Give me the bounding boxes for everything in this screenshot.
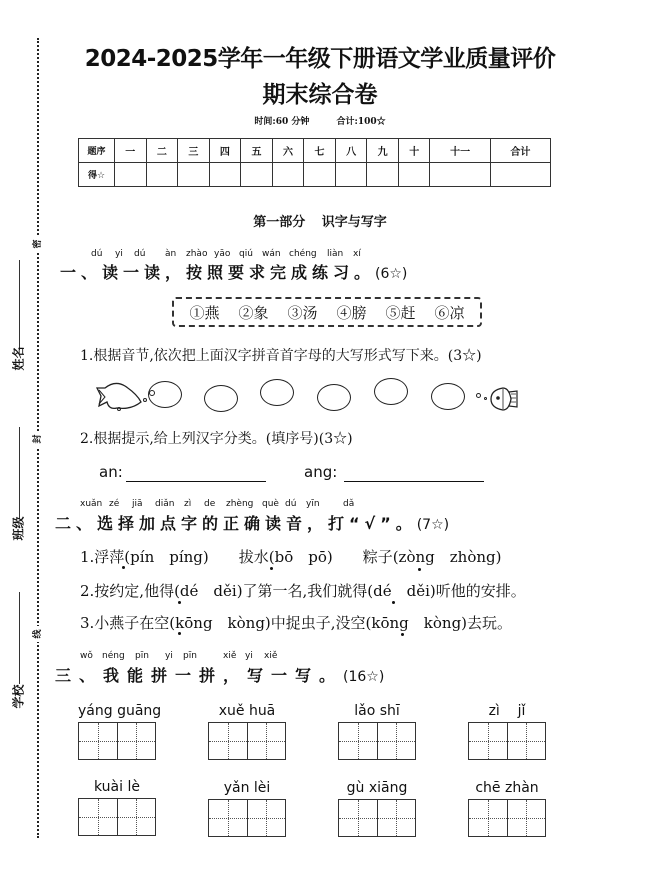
writing-grid[interactable]: [78, 722, 156, 760]
pinyin: qiú: [239, 249, 253, 259]
part-title: 第一部分 识字与写字: [253, 215, 387, 230]
col-5: 五: [241, 139, 273, 163]
seal-char-xian: 线: [31, 626, 45, 642]
bubble-icon: [476, 393, 481, 398]
col-10: 十: [398, 139, 430, 163]
score-cell-10[interactable]: [398, 163, 430, 187]
q2-heading: [55, 511, 449, 534]
bubble-icon: [143, 398, 147, 402]
score-cell-4[interactable]: [209, 163, 241, 187]
score-cell-9[interactable]: [367, 163, 399, 187]
pinyin: néng: [102, 651, 125, 661]
q2-item-2: 2.按约定,他得(dé děi)了第一名,我们就得(dé děi)听他的安排。: [80, 582, 526, 600]
pinyin: xí: [353, 249, 361, 259]
q1-heading-text: 一、读一读，按照要求完成练习。: [60, 263, 376, 282]
score-cell-11[interactable]: [430, 163, 490, 187]
char-5: ⑤赶: [385, 303, 416, 322]
col-total: 合计: [490, 139, 550, 163]
char-2: ②象: [238, 303, 269, 322]
score-cell-1[interactable]: [115, 163, 147, 187]
tianzige-cell[interactable]: [209, 800, 247, 836]
row-label-question-number: 题序: [79, 139, 115, 163]
writing-grid[interactable]: [468, 722, 546, 760]
answer-oval-5[interactable]: [374, 378, 408, 405]
char-4: ④膀: [336, 303, 367, 322]
writing-group-4: [468, 703, 546, 760]
pinyin: chéng: [289, 249, 317, 259]
emphasis-dot: [178, 601, 181, 604]
pinyin: dǎ: [343, 499, 355, 509]
pinyin: xiě: [264, 651, 278, 661]
score-table: [78, 138, 551, 187]
pinyin: xiě: [223, 651, 237, 661]
word-pinyin: kuài lè: [94, 779, 140, 795]
tianzige-cell[interactable]: [247, 800, 286, 836]
pinyin: diǎn: [155, 499, 175, 509]
pinyin: de: [204, 499, 216, 509]
character-box: [172, 297, 482, 327]
tianzige-cell[interactable]: [79, 799, 117, 835]
q1-sub2: 2.根据提示,给上列汉字分类。(填序号)(3☆): [80, 431, 353, 447]
writing-group-5: [78, 779, 156, 836]
word-pinyin: yǎn lèi: [223, 780, 271, 796]
char-3: ③汤: [287, 303, 318, 322]
tianzige-cell[interactable]: [247, 723, 286, 759]
answer-oval-6[interactable]: [431, 383, 465, 410]
class-blank-line[interactable]: [19, 427, 20, 519]
answer-oval-1[interactable]: [148, 381, 182, 408]
char-6: ⑥凉: [434, 303, 465, 322]
pinyin: pīn: [135, 651, 149, 661]
q2-item-3: 3.小燕子在空(kōng kòng)中捉虫子,没空(kōng kòng)去玩。: [80, 614, 513, 632]
tianzige-cell[interactable]: [507, 800, 546, 836]
exam-subtitle: 期末综合卷: [262, 82, 378, 108]
pinyin: yi: [115, 249, 123, 259]
pinyin: pīn: [183, 651, 197, 661]
ang-label: ang:: [304, 463, 338, 481]
fish-right-icon: [489, 386, 519, 412]
score-cell-total[interactable]: [490, 163, 550, 187]
writing-grid[interactable]: [338, 799, 416, 837]
writing-group-2: [208, 703, 286, 760]
emphasis-dot: [418, 568, 421, 571]
emphasis-dot: [270, 567, 273, 570]
pinyin: jiā: [132, 499, 143, 509]
score-cell-6[interactable]: [272, 163, 304, 187]
tianzige-cell[interactable]: [377, 800, 416, 836]
pinyin: zì: [184, 499, 192, 509]
q3-heading-text: 三、我能拼一拼，写一写。: [55, 666, 344, 685]
pinyin: yi: [165, 651, 173, 661]
word-pinyin: yáng guāng: [78, 703, 162, 719]
pinyin: yi: [245, 651, 253, 661]
ang-answer-line[interactable]: [344, 470, 484, 482]
writing-group-1: [78, 703, 162, 760]
score-table-header-row: [79, 139, 551, 163]
pinyin: zé: [109, 499, 120, 509]
col-4: 四: [209, 139, 241, 163]
writing-grid[interactable]: [208, 799, 286, 837]
emphasis-dot: [392, 601, 395, 604]
exam-meta: [60, 114, 580, 127]
score-table-score-row: [79, 163, 551, 187]
pinyin: zhào: [186, 249, 208, 259]
tianzige-cell[interactable]: [79, 723, 117, 759]
writing-group-8: [468, 780, 546, 837]
pinyin: yīn: [306, 499, 320, 509]
score-cell-3[interactable]: [178, 163, 210, 187]
writing-grid[interactable]: [208, 722, 286, 760]
q3-heading: [55, 663, 384, 686]
word-pinyin: xuě huā: [218, 703, 276, 719]
col-3: 三: [178, 139, 210, 163]
pinyin: wǒ: [80, 651, 93, 661]
col-9: 九: [367, 139, 399, 163]
writing-grid[interactable]: [78, 798, 156, 836]
q2-heading-text: 二、选择加点字的正确读音，打“√”。: [55, 514, 417, 533]
writing-group-3: [338, 703, 416, 760]
tianzige-cell[interactable]: [469, 723, 507, 759]
pinyin: zhèng: [226, 499, 254, 509]
q3-points: (16☆): [343, 669, 385, 685]
answer-oval-2[interactable]: [204, 385, 238, 412]
score-cell-5[interactable]: [241, 163, 273, 187]
tianzige-cell[interactable]: [117, 799, 156, 835]
pinyin: liàn: [327, 249, 344, 259]
school-blank-line[interactable]: [19, 592, 20, 684]
pinyin: dú: [91, 249, 103, 259]
word-pinyin: lǎo shī: [354, 703, 400, 719]
tianzige-cell[interactable]: [117, 723, 156, 759]
col-7: 七: [304, 139, 336, 163]
q2-item-1: 1.浮萍(pín píng) 拔水(bō pō) 粽子(zòng zhòng): [80, 548, 502, 566]
col-1: 一: [115, 139, 147, 163]
tianzige-cell[interactable]: [507, 723, 546, 759]
tianzige-cell[interactable]: [469, 800, 507, 836]
seal-char-feng: 封: [31, 431, 45, 447]
q2-points: (7☆): [416, 517, 450, 533]
writing-grid[interactable]: [338, 722, 416, 760]
writing-group-7: [338, 780, 416, 837]
name-label: 姓名: [11, 346, 26, 371]
pinyin: què: [262, 499, 279, 509]
q1-sub1: 1.根据音节,依次把上面汉字拼音首字母的大写形式写下来。(3☆): [80, 348, 482, 364]
tianzige-cell[interactable]: [377, 723, 416, 759]
pinyin: xuǎn: [80, 499, 103, 509]
q1-heading: [60, 260, 407, 283]
emphasis-dot: [178, 632, 181, 635]
answer-oval-3[interactable]: [260, 379, 294, 406]
bubble-icon: [484, 397, 487, 400]
writing-group-6: [208, 780, 286, 837]
col-11: 十一: [430, 139, 490, 163]
answer-oval-4[interactable]: [317, 384, 351, 411]
tianzige-cell[interactable]: [209, 723, 247, 759]
score-cell-2[interactable]: [146, 163, 178, 187]
an-label: an:: [99, 463, 123, 481]
fish-left-icon: [95, 380, 145, 414]
pinyin: yāo: [214, 249, 231, 259]
total-score: 合计:100☆: [336, 117, 386, 127]
pinyin: àn: [165, 249, 177, 259]
pinyin: dú: [134, 249, 146, 259]
tianzige-cell[interactable]: [339, 800, 377, 836]
row-label-score: 得☆: [79, 163, 115, 187]
word-pinyin: gù xiāng: [346, 780, 408, 796]
class-label: 班级: [11, 516, 26, 541]
writing-grid[interactable]: [468, 799, 546, 837]
an-answer-line[interactable]: [126, 470, 266, 482]
emphasis-dot: [122, 566, 125, 569]
pinyin: wán: [262, 249, 281, 259]
score-cell-7[interactable]: [304, 163, 336, 187]
word-pinyin: chē zhàn: [475, 780, 539, 796]
col-8: 八: [335, 139, 367, 163]
col-2: 二: [146, 139, 178, 163]
tianzige-cell[interactable]: [339, 723, 377, 759]
seal-char-mi: 密: [31, 236, 45, 252]
char-1: ①燕: [189, 303, 220, 322]
school-label: 学校: [11, 684, 26, 709]
emphasis-dot: [401, 633, 404, 636]
time-limit: 时间:60 分钟: [254, 117, 310, 127]
exam-title: 2024-2025学年一年级下册语文学业质量评价: [84, 46, 556, 72]
score-cell-8[interactable]: [335, 163, 367, 187]
col-6: 六: [272, 139, 304, 163]
name-blank-line[interactable]: [19, 260, 20, 350]
word-pinyin: zì jǐ: [488, 703, 526, 719]
pinyin: dú: [285, 499, 297, 509]
q1-points: (6☆): [375, 266, 408, 282]
